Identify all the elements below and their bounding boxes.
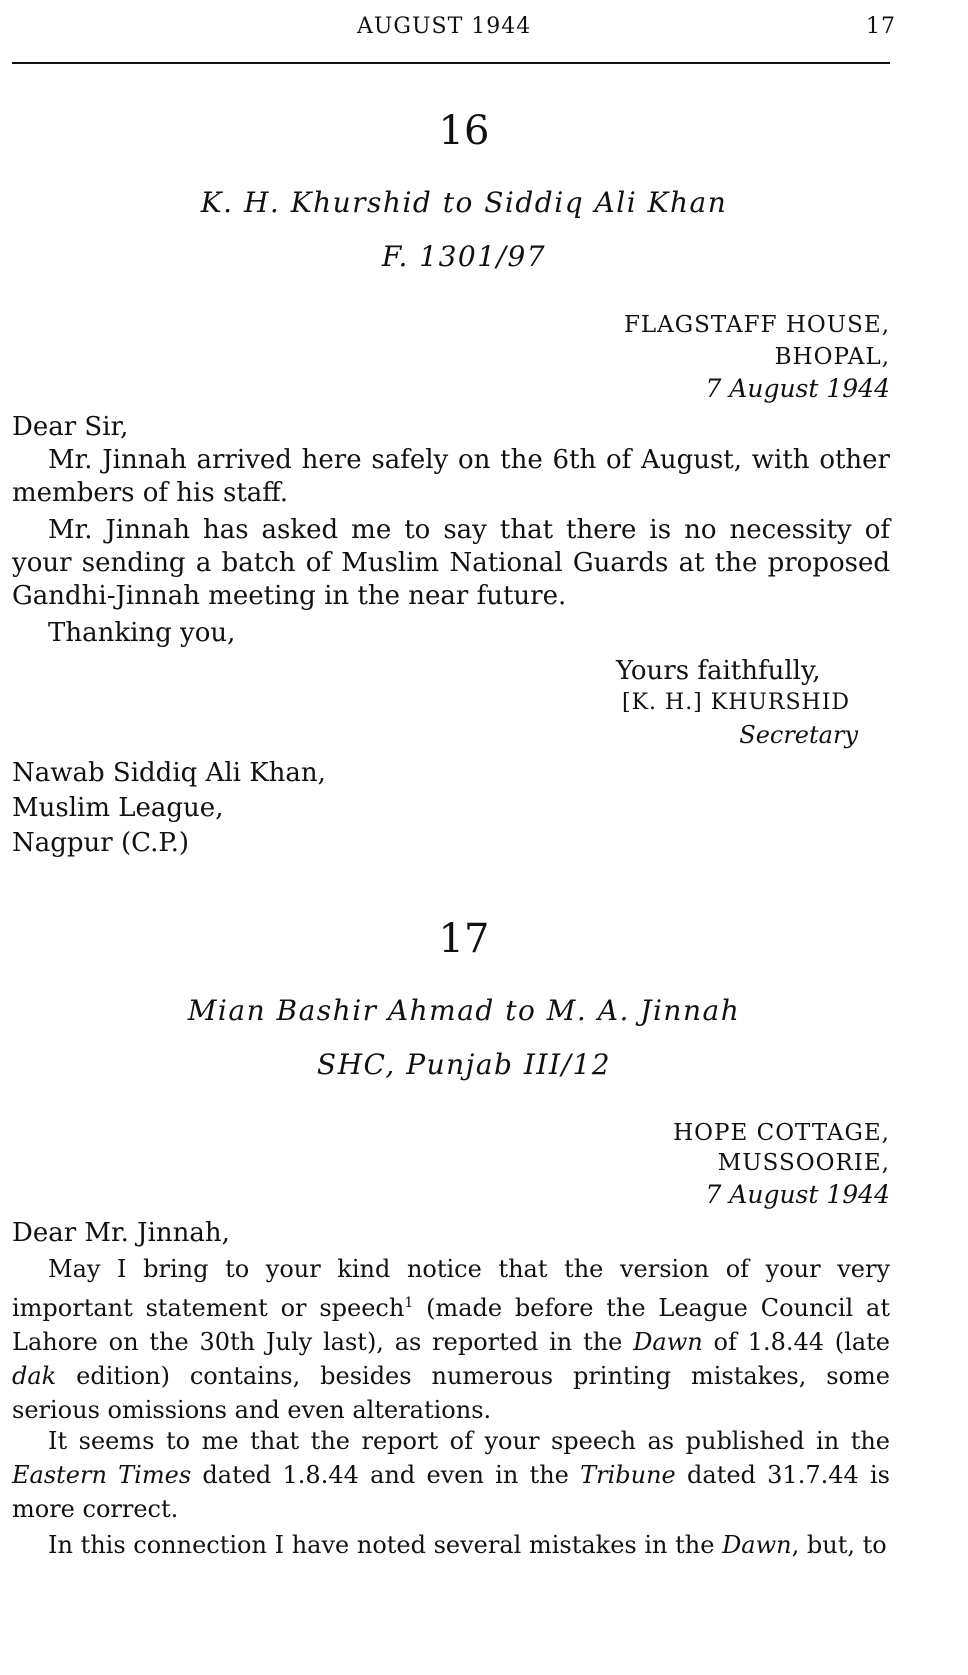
document-reference: F. 1301/97 [381, 240, 547, 273]
document-number: 17 [438, 916, 490, 962]
paragraph-text: (made before the League Council at Lahore on the 30th July last), as reported in the [12, 1294, 890, 1356]
paragraph-text: In this connection I have noted several mistakes in the [48, 1531, 723, 1559]
letter-date: 7 August 1944 [705, 374, 890, 403]
document-reference: SHC, Punjab III/12 [316, 1048, 612, 1081]
recipient-line: Nagpur (C.P.) [12, 828, 189, 858]
paragraph-text: dated 1.8.44 and even in the [191, 1461, 581, 1489]
page-number: 17 [866, 14, 896, 39]
paragraph-text: Mr. Jinnah has asked me to say that there is no necessity of your sending a batch of Muslim National Guards at the proposed Gandhi-Jinnah meeting in the near future. [12, 515, 890, 611]
paragraph-text: , but, to [791, 1531, 887, 1559]
italic-term: dak [12, 1362, 57, 1390]
paragraph-text: of 1.8.44 (late [702, 1328, 890, 1356]
address-line: BHOPAL, [774, 344, 890, 370]
salutation: Dear Mr. Jinnah, [12, 1218, 230, 1248]
recipient-line: Muslim League, [12, 793, 224, 823]
address-line: HOPE COTTAGE, [673, 1120, 890, 1146]
newspaper-name: Dawn [722, 1531, 792, 1559]
closing: Yours faithfully, [616, 656, 821, 686]
letter-paragraph [12, 514, 890, 613]
paragraph-text: Mr. Jinnah arrived here safely on the 6th of August, with other members of his staff. [12, 445, 890, 508]
signatory: [K. H.] KHURSHID [622, 690, 851, 715]
paragraph-text: May I bring to your kind notice that the version of your very important statement or speech [12, 1255, 890, 1322]
letter-paragraph [12, 1424, 890, 1526]
salutation: Dear Sir, [12, 412, 129, 442]
newspaper-name: Tribune [580, 1461, 676, 1489]
document-title: K. H. Khurshid to Siddiq Ali Khan [200, 186, 728, 219]
letter-paragraph [12, 1528, 890, 1562]
newspaper-name: Eastern Times [12, 1461, 192, 1489]
running-header-title: AUGUST 1944 [357, 14, 532, 39]
header-rule [12, 62, 890, 64]
letter-paragraph [12, 1252, 890, 1427]
thanks-line: Thanking you, [48, 618, 236, 648]
recipient-line: Nawab Siddiq Ali Khan, [12, 758, 326, 788]
document-title: Mian Bashir Ahmad to M. A. Jinnah [187, 994, 741, 1027]
address-line: FLAGSTAFF HOUSE, [623, 312, 890, 338]
designation: Secretary [739, 721, 858, 749]
address-line: MUSSOORIE, [717, 1150, 890, 1176]
footnote-marker: 1 [404, 1295, 414, 1311]
letter-date: 7 August 1944 [705, 1180, 890, 1209]
paragraph-text: dated 31.7.44 is more correct. [12, 1461, 891, 1523]
paragraph-text: It seems to me that the report of your speech as published in the [48, 1427, 890, 1455]
document-number: 16 [438, 108, 490, 154]
letter-paragraph [12, 444, 890, 510]
newspaper-name: Dawn [633, 1328, 703, 1356]
paragraph-text: edition) contains, besides numerous printing mistakes, some serious omissions and even alterations. [12, 1362, 890, 1424]
